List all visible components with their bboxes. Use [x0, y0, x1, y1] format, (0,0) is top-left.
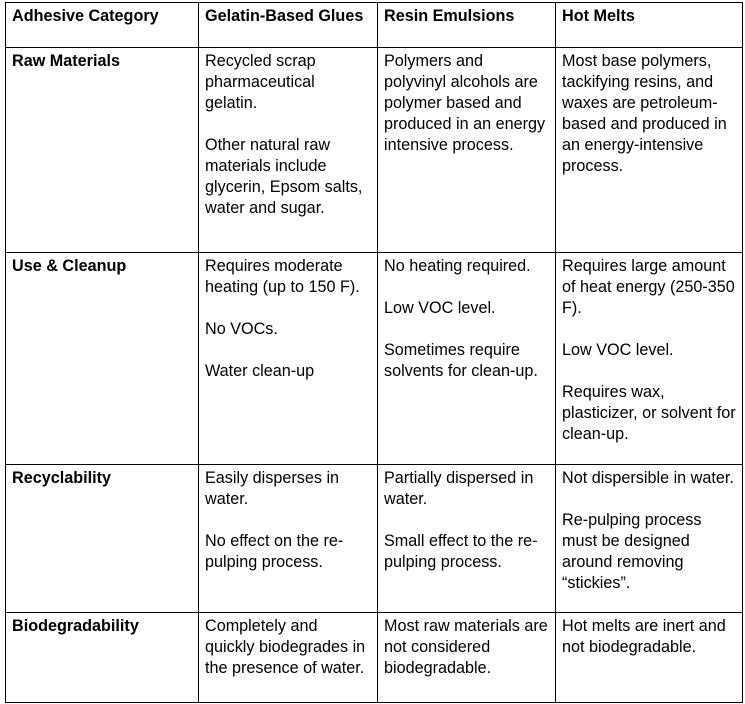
cell-paragraph: Most raw materials are not considered biodegradable. — [384, 617, 548, 677]
cell-raw-materials-hot-melts — [556, 48, 743, 253]
cell-paragraph: Polymers and polyvinyl alcohols are polymer based and produced in an energy intensive process. — [384, 52, 546, 154]
cell-paragraph: Low VOC level. — [384, 299, 496, 317]
cell-raw-materials-resin — [378, 48, 556, 253]
cell-paragraph: Easily disperses in water. — [205, 469, 340, 508]
cell-paragraph: Recycled scrap pharmaceutical gelatin. — [205, 52, 316, 112]
table-row-biodegradability — [6, 613, 743, 703]
cell-paragraph: Completely and quickly biodegrades in the presence of water. — [205, 617, 366, 677]
cell-paragraph: Other natural raw materials include glycerin, Epsom salts, water and sugar. — [205, 136, 363, 217]
cell-use-cleanup-resin — [378, 253, 556, 465]
row-label-biodegradability: Biodegradability — [6, 613, 199, 703]
header-hot-melts: Hot Melts — [556, 3, 743, 48]
cell-use-cleanup-hot-melts — [556, 253, 743, 465]
adhesive-comparison-table — [5, 2, 743, 703]
cell-paragraph: Hot melts are inert and not biodegradable. — [562, 617, 726, 656]
cell-paragraph: No effect on the re-pulping process. — [205, 532, 344, 571]
cell-paragraph: Water clean-up — [205, 362, 315, 380]
row-label-recyclability: Recyclability — [6, 465, 199, 613]
table-row-recyclability — [6, 465, 743, 613]
cell-paragraph: Most base polymers, tackifying resins, and waxes are petroleum-based and produced in an energy-intensive process. — [562, 52, 727, 175]
cell-paragraph: No VOCs. — [205, 320, 278, 338]
table-row-use-cleanup — [6, 253, 743, 465]
row-label-use-cleanup: Use & Cleanup — [6, 253, 199, 465]
cell-paragraph: Not dispersible in water. — [562, 469, 734, 487]
cell-use-cleanup-gelatin — [199, 253, 378, 465]
cell-paragraph: Low VOC level. — [562, 341, 674, 359]
cell-paragraph: Requires moderate heating (up to 150 F). — [205, 257, 360, 296]
cell-paragraph: Re-pulping process must be designed around removing “stickies”. — [562, 511, 702, 592]
cell-recyclability-gelatin — [199, 465, 378, 613]
cell-raw-materials-gelatin — [199, 48, 378, 253]
cell-biodegradability-gelatin — [199, 613, 378, 703]
table-row-raw-materials — [6, 48, 743, 253]
cell-biodegradability-hot-melts — [556, 613, 743, 703]
cell-biodegradability-resin — [378, 613, 556, 703]
cell-paragraph: Small effect to the re-pulping process. — [384, 532, 538, 571]
cell-paragraph: Sometimes require solvents for clean-up. — [384, 341, 538, 380]
header-resin-emulsions: Resin Emulsions — [378, 3, 556, 48]
cell-paragraph: Requires large amount of heat energy (250-350 F). — [562, 257, 735, 317]
header-gelatin-based-glues: Gelatin-Based Glues — [199, 3, 378, 48]
row-label-raw-materials: Raw Materials — [6, 48, 199, 253]
cell-paragraph: Requires wax, plasticizer, or solvent for clean-up. — [562, 383, 736, 443]
cell-recyclability-resin — [378, 465, 556, 613]
cell-recyclability-hot-melts — [556, 465, 743, 613]
cell-paragraph: Partially dispersed in water. — [384, 469, 534, 508]
cell-paragraph: No heating required. — [384, 257, 531, 275]
header-adhesive-category: Adhesive Category — [6, 3, 199, 48]
header-row — [6, 3, 743, 48]
